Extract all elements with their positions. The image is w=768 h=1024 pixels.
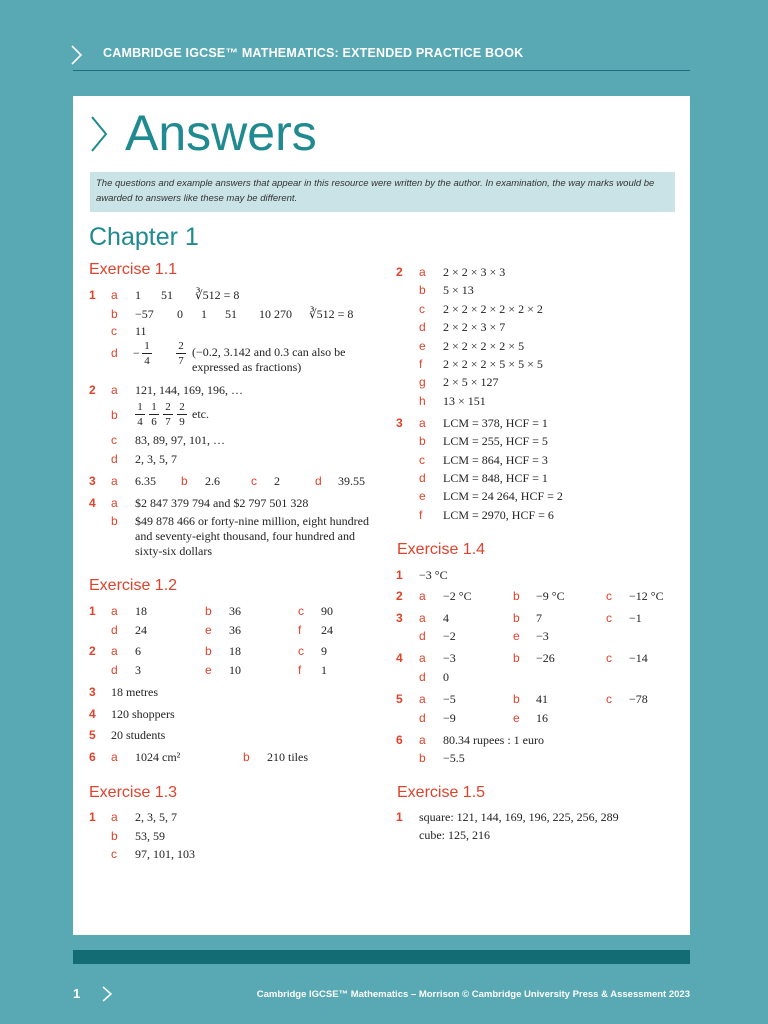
answer-value: LCM = 848, HCF = 1 [443,470,548,485]
part-letter: b [205,604,212,618]
question-number: 1 [396,568,403,582]
part-letter: c [419,452,425,467]
part-letter: a [419,733,426,747]
part-letter: d [419,320,426,335]
part-letter: a [419,692,426,706]
answer-value: −78 [629,692,648,706]
part-letter: b [513,589,520,603]
numerator: 1 [137,401,143,413]
question-number: 1 [89,604,96,618]
part-letter: f [298,663,302,677]
answer-value: 2 × 2 × 2 × 5 × 5 × 5 [443,357,543,371]
part-letter: e [205,663,212,677]
part-letter: c [298,644,304,658]
answer-value: −5 [443,692,456,706]
exercise-heading: Exercise 1.1 [89,261,178,278]
answer-value: 2 × 2 × 2 × 2 × 5 [443,338,525,353]
part-letter: a [419,589,426,603]
answer-value: 97, 101, 103 [135,847,195,861]
answer-value: 120 shoppers [111,707,175,721]
answer-value: 3 [135,663,141,677]
page-title: Answers [125,105,317,161]
answer-note: (−0.2, 3.142 and 0.3 can also be expressed as fractions) [192,345,346,374]
part-letter: c [251,474,257,488]
chapter-heading: Chapter 1 [89,223,199,251]
answer-value: LCM = 378, HCF = 1 [443,416,548,430]
question-number: 2 [396,589,403,603]
answer-value: 4 [443,611,449,625]
numerator: 1 [144,340,150,352]
part-letter: f [298,623,302,637]
part-letter: a [111,604,118,618]
answer-value: LCM = 255, HCF = 5 [443,434,548,449]
page-number: 1 [73,986,81,1001]
part-letter: d [419,470,426,485]
answer-value: 41 [536,692,548,706]
question-number: 1 [89,288,96,302]
answer-value: 51 [161,288,173,302]
part-letter: d [111,663,118,677]
part-letter: c [298,604,304,618]
part-letter: b [111,514,118,528]
answer-value: 18 metres [111,685,158,699]
part-letter: b [419,283,426,298]
answer-value: 2 [274,474,280,488]
answer-value: 2 × 2 × 3 × 7 [443,320,506,335]
part-letter: a [111,750,118,764]
answer-value: 18 [229,644,241,658]
part-letter: f [419,507,423,522]
answer-value: −3 [443,651,456,665]
answer-value: 2, 3, 5, 7 [135,452,177,466]
fraction [142,340,152,367]
answer-value: 121, 144, 169, 196, … [135,383,243,397]
answer-value: square: 121, 144, 169, 196, 225, 256, 289 [419,810,619,824]
answer-value: 2 × 2 × 2 × 2 × 2 × 2 [443,301,543,316]
part-letter: e [513,629,520,643]
answer-value: 210 tiles [267,750,308,764]
numerator: 2 [165,401,171,413]
question-number: 1 [89,810,96,824]
part-letter: c [419,301,425,316]
question-number: 3 [89,474,96,488]
answer-value: 2 × 2 × 3 × 3 [443,265,506,279]
answer-value: etc. [192,407,209,421]
part-letter: b [111,408,118,422]
denominator: 7 [178,355,184,367]
denominator: 9 [179,416,185,428]
exercise-heading: Exercise 1.2 [89,577,178,594]
footer-bar [73,950,690,964]
part-letter: d [419,629,426,643]
answer-value: 90 [321,604,333,618]
exercise-heading: Exercise 1.4 [397,541,486,558]
part-letter: d [111,346,118,360]
answer-value: 24 [321,623,333,637]
answer-value: 83, 89, 97, 101, … [135,433,225,447]
part-letter: h [419,393,426,408]
exercise-heading: Exercise 1.3 [89,784,178,801]
answer-value: −9 °C [536,589,565,603]
answer-value: 6.35 [135,474,156,488]
answer-value: cube: 125, 216 [419,828,490,842]
answer-value: −2 [443,629,456,643]
part-letter: b [419,434,426,449]
answer-value: −1 [629,611,642,625]
fraction [163,401,173,428]
part-letter: c [606,651,612,665]
fraction-bar [163,414,173,415]
question-number: 3 [89,685,96,699]
part-letter: d [419,711,426,725]
answer-value: 11 [135,324,147,338]
answer-value: $2 847 379 794 and $2 797 501 328 [135,496,309,510]
answer-value: 80.34 rupees : 1 euro [443,733,544,747]
answer-value: 2, 3, 5, 7 [135,810,177,824]
answer-value: 36 [229,604,241,618]
answer-value: 2 × 5 × 127 [443,375,499,390]
chevron-right-icon [101,985,113,1003]
answer-value: 2.6 [205,474,220,488]
part-letter: a [111,644,118,658]
answer-value: ∛512 = 8 [309,307,354,321]
fraction-bar [177,414,187,415]
question-number: 4 [396,651,403,665]
part-letter: e [513,711,520,725]
part-letter: b [111,307,118,321]
part-letter: e [419,489,426,504]
answer-value: 7 [536,611,542,625]
answer-value: −2 °C [443,589,472,603]
part-letter: a [111,496,118,510]
part-letter: d [419,670,426,684]
part-letter: b [111,829,118,843]
question-number: 4 [89,707,96,721]
chevron-right-icon [70,44,84,66]
numerator: 2 [179,401,185,413]
chevron-right-icon [89,114,109,154]
question-number: 6 [89,750,96,764]
answer-value: 53, 59 [135,829,165,843]
part-letter: c [111,847,117,861]
part-letter: c [111,324,117,338]
fraction [176,340,186,367]
answer-value: 1024 cm² [135,750,181,764]
part-letter: f [419,357,423,371]
answer-value: LCM = 864, HCF = 3 [443,452,548,467]
answer-value: ∛512 = 8 [195,288,240,302]
fraction-bar [135,414,145,415]
header-divider [73,70,690,71]
answer-value: 10 270 [259,307,292,321]
part-letter: a [111,383,118,397]
footer-credit: Cambridge IGCSE™ Mathematics – Morrison © Cambridge University Press & Assessment 2023 [256,989,690,1000]
fraction [177,401,187,428]
question-number: 4 [89,496,96,510]
disclaimer-note: The questions and example answers that appear in this resource were written by the author. In examination, the way marks would be awarded to answers like these may be different. [90,172,675,212]
denominator: 4 [137,416,143,428]
answer-value: 10 [229,663,241,677]
part-letter: a [419,651,426,665]
part-letter: a [419,416,426,430]
question-number: 5 [89,728,96,742]
part-letter: a [111,474,118,488]
numerator: 2 [178,340,184,352]
part-letter: e [419,338,426,353]
answer-value: −57 [135,307,154,321]
numerator: 1 [151,401,157,413]
question-number: 2 [89,383,96,397]
answer-value: −26 [536,651,555,665]
answers-page [73,96,690,935]
answer-value: 24 [135,623,147,637]
answer-value: −9 [443,711,456,725]
part-letter: a [419,265,426,279]
answer-value: 1 [201,307,207,321]
answer-value: 6 [135,644,141,658]
answer-value: LCM = 24 264, HCF = 2 [443,489,563,504]
answer-value: −3 [536,629,549,643]
answer-value: 1 [321,663,327,677]
book-header-title: CAMBRIDGE IGCSE™ MATHEMATICS: EXTENDED PRACTICE BOOK [103,46,524,60]
part-letter: d [111,452,118,466]
part-letter: b [181,474,188,488]
answer-value: 18 [135,604,147,618]
question-number: 5 [396,692,403,706]
part-letter: e [205,623,212,637]
answer-value: −5.5 [443,751,465,765]
question-number: 2 [396,265,403,279]
part-letter: a [111,810,118,824]
fraction-bar [149,414,159,415]
part-letter: a [111,288,118,302]
denominator: 4 [144,355,150,367]
answer-value: 1 [135,288,141,302]
answer-value: 13 × 151 [443,393,486,408]
question-number: 3 [396,611,403,625]
question-number: 3 [396,416,403,430]
part-letter: c [111,433,117,447]
question-number: 1 [396,810,403,824]
answer-value: 39.55 [338,474,365,488]
denominator: 7 [165,416,171,428]
part-letter: b [513,611,520,625]
denominator: 6 [151,416,157,428]
part-letter: g [419,375,426,390]
question-number: 2 [89,644,96,658]
answer-value: 5 × 13 [443,283,474,298]
fraction [135,401,145,428]
answer-value: 0 [443,670,449,684]
answer-value: 20 students [111,728,166,742]
part-letter: d [315,474,322,488]
minus-sign: − [133,346,140,360]
part-letter: b [205,644,212,658]
answer-value: 16 [536,711,548,725]
part-letter: c [606,611,612,625]
part-letter: b [513,692,520,706]
answer-value: $49 878 466 or forty-nine million, eight hundred and seventy-eight thousand, four hundred and sixty-six dollars [135,514,369,558]
part-letter: b [419,751,426,765]
answer-value: 36 [229,623,241,637]
answer-value: 9 [321,644,327,658]
answer-value: 0 [177,307,183,321]
part-letter: c [606,692,612,706]
answer-value: −12 °C [629,589,664,603]
exercise-heading: Exercise 1.5 [397,784,486,801]
fraction-bar [142,353,152,354]
part-letter: c [606,589,612,603]
answer-value: −14 [629,651,648,665]
part-letter: d [111,623,118,637]
part-letter: b [243,750,250,764]
answer-value: LCM = 2970, HCF = 6 [443,507,554,522]
answer-value: −3 °C [419,568,448,582]
fraction-bar [176,353,186,354]
part-letter: a [419,611,426,625]
fraction [149,401,159,428]
question-number: 6 [396,733,403,747]
part-letter: b [513,651,520,665]
answer-value: 51 [225,307,237,321]
